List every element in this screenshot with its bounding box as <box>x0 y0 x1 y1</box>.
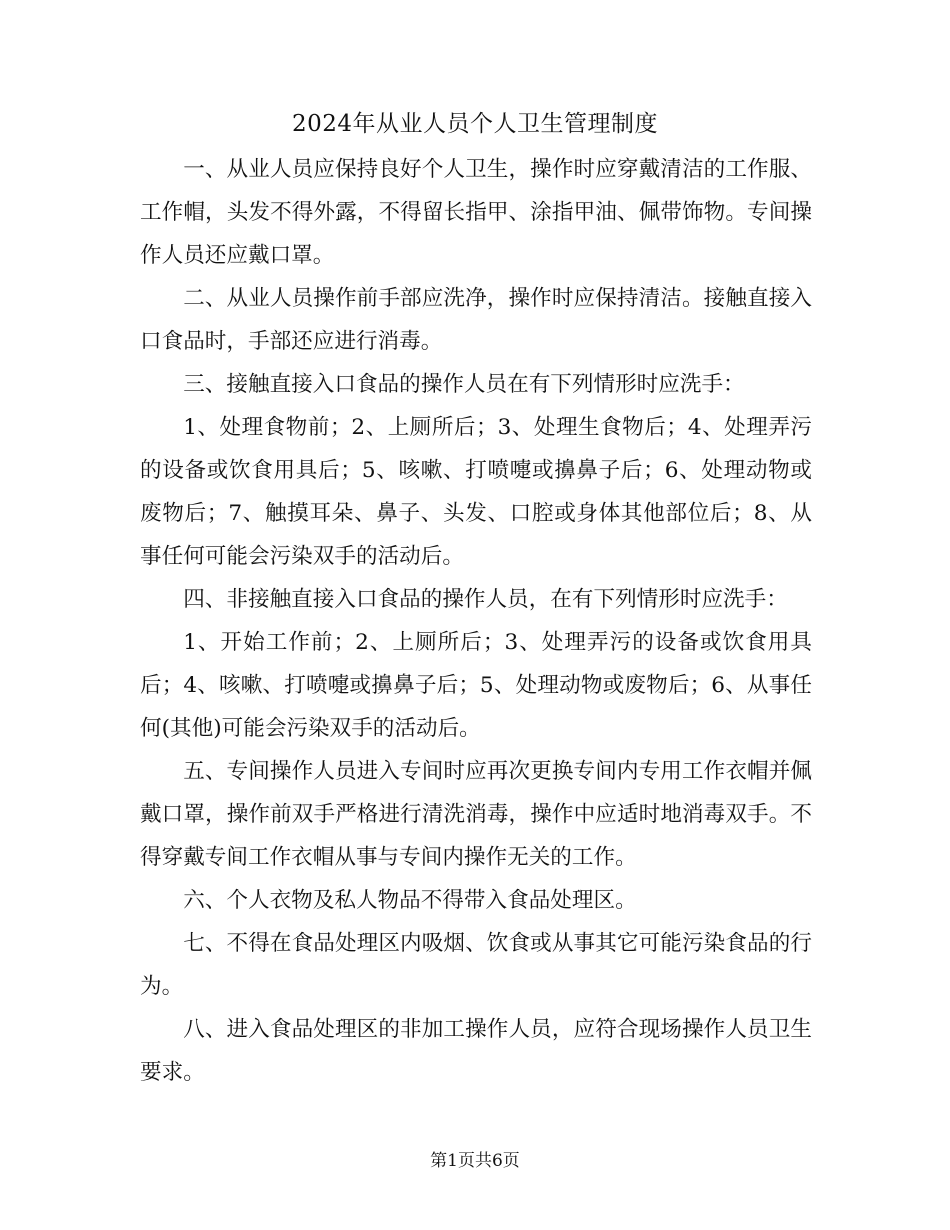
page-footer: 第1页共6页 <box>430 1151 520 1171</box>
paragraph-1: 一、从业人员应保持良好个人卫生，操作时应穿戴清洁的工作服、工作帽，头发不得外露，不得留长指甲、涂指甲油、佩带饰物。专间操作人员还应戴口罩。 <box>140 157 812 268</box>
document-body <box>140 148 812 1094</box>
paragraph-8: 六、个人衣物及私人物品不得带入食品处理区。 <box>183 888 637 913</box>
paragraph-7: 五、专间操作人员进入专间时应再次更换专间内专用工作衣帽并佩戴口罩，操作前双手严格进行清洗消毒，操作中应适时地消毒双手。不得穿戴专间工作衣帽从事与专间内操作无关的工作。 <box>140 759 812 870</box>
paragraph-4: 1、处理食物前；2、上厕所后；3、处理生食物后；4、处理弄污的设备或饮食用具后；5、咳嗽、打喷嚏或擤鼻子后；6、处理动物或废物后；7、触摸耳朵、鼻子、头发、口腔或身体其他部位后；8、从事任何可能会污染双手的活动后。 <box>140 415 812 569</box>
paragraph-9: 七、不得在食品处理区内吸烟、饮食或从事其它可能污染食品的行为。 <box>140 931 812 999</box>
paragraph-2: 二、从业人员操作前手部应洗净，操作时应保持清洁。接触直接入口食品时，手部还应进行消毒。 <box>140 286 812 354</box>
paragraph-3: 三、接触直接入口食品的操作人员在有下列情形时应洗手： <box>183 372 745 397</box>
document-title: 2024年从业人员个人卫生管理制度 <box>291 111 659 137</box>
paragraph-6: 1、开始工作前；2、上厕所后；3、处理弄污的设备或饮食用具后；4、咳嗽、打喷嚏或擤鼻子后；5、处理动物或废物后；6、从事任何(其他)可能会污染双手的活动后。 <box>140 630 812 741</box>
paragraph-10: 八、进入食品处理区的非加工操作人员，应符合现场操作人员卫生要求。 <box>140 1017 812 1085</box>
paragraph-5: 四、非接触直接入口食品的操作人员，在有下列情形时应洗手： <box>183 587 788 612</box>
